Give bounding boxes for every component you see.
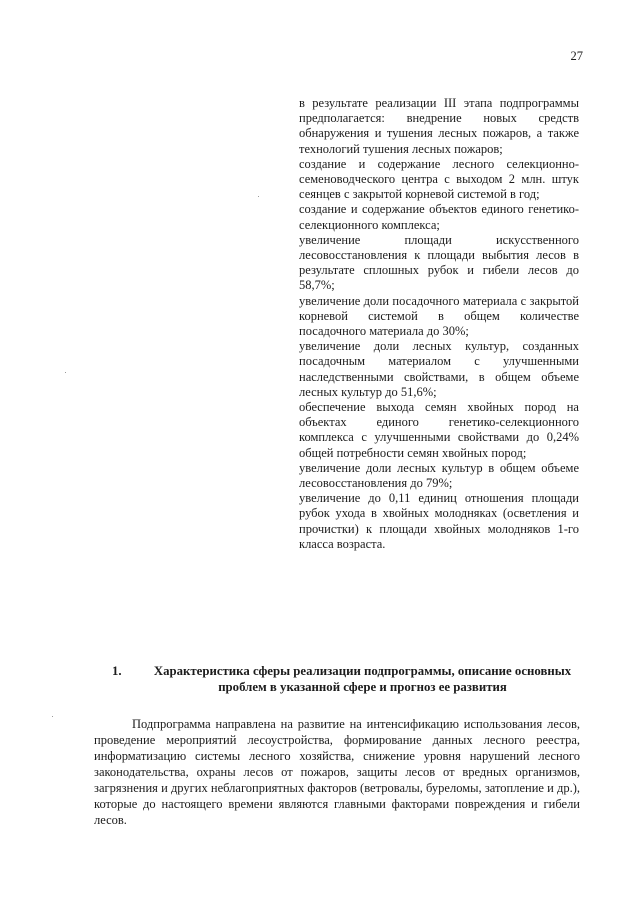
list-item: увеличение доли лесных культур в общем объеме лесовосстановления до 79%; xyxy=(299,460,579,491)
body-paragraph: Подпрограмма направлена на развитие на интенсификацию использования лесов, проведение мероприятий лесоустройства, формирование данных лесного реестра, информатизацию системы лесного хозяйства, снижение уровня нарушений лесного законодательства, охраны лесов от пожаров, защиты лесов от вредных организмов, загрязнения и других неблагоприятных факторов (ветровалы, буреломы, затопление и др.), которые до настоящего времени являются главными факторами повреждения и гибели лесов. xyxy=(94,717,580,827)
goals-list xyxy=(299,96,579,552)
list-item: в результате реализации III этапа подпрограммы предполагается: внедрение новых средств обнаружения и тушения лесных пожаров, а также технологий тушения лесных пожаров; xyxy=(299,96,579,156)
section-title: Характеристика сферы реализации подпрограммы, описание основных проблем в указанной сфере и прогноз ее развития xyxy=(153,664,572,694)
list-item: увеличение доли лесных культур, созданных посадочным материалом с улучшенными наследственными свойствами, в общем объеме лесных культур до 51,6%; xyxy=(299,339,579,399)
scan-speck xyxy=(258,196,259,197)
scan-speck xyxy=(52,716,53,717)
list-item: увеличение площади искусственного лесовосстановления к площади выбытия лесов в результате сплошных рубок и гибели лесов до 58,7%; xyxy=(299,232,579,293)
list-item: увеличение до 0,11 единиц отношения площади рубок ухода в хвойных молодняках (осветления и прочистки) к площади хвойных молодняков 1-го класса возраста. xyxy=(299,491,579,551)
list-item: обеспечение выхода семян хвойных пород на объектах единого генетико-селекционного комплекса с улучшенными свойствами до 0,24% общей потребности семян хвойных пород; xyxy=(299,400,579,460)
page-number: 27 xyxy=(570,49,583,63)
list-item: увеличение доли посадочного материала с закрытой корневой системой в общем количестве посадочного материала до 30%; xyxy=(299,293,579,339)
list-item: создание и содержание лесного селекционно-семеноводческого центра с выходом 2 млн. штук сеянцев с закрытой корневой системой в год; xyxy=(299,156,579,202)
section-number: 1. xyxy=(112,664,122,678)
section-heading xyxy=(112,663,587,695)
scan-speck xyxy=(65,372,66,373)
list-item: создание и содержание объектов единого генетико-селекционного комплекса; xyxy=(299,202,579,232)
